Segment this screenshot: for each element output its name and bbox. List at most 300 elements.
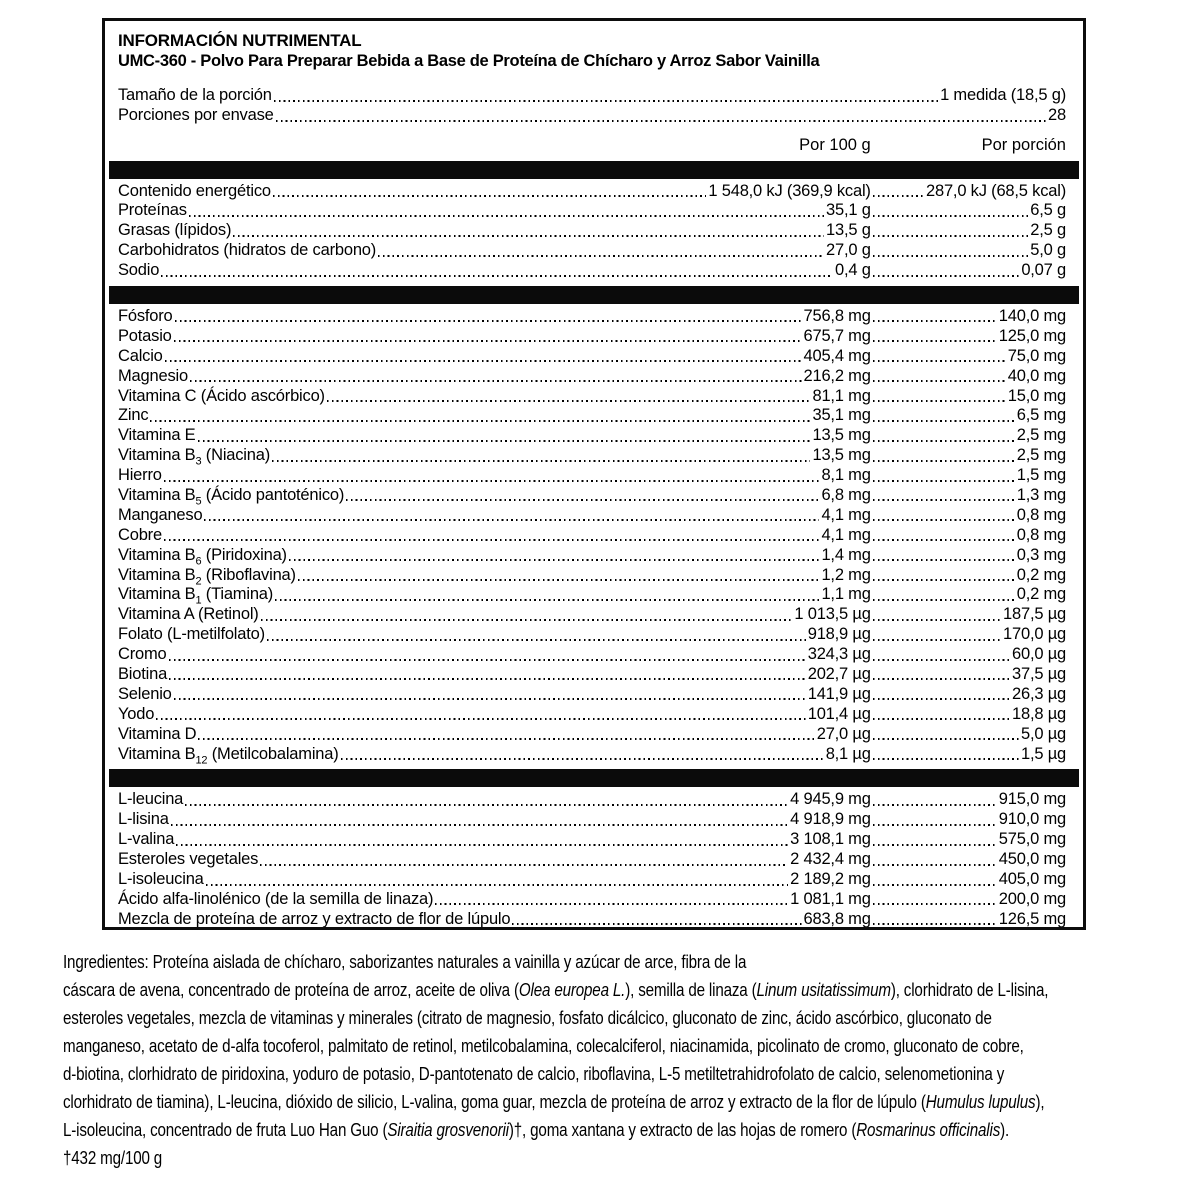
per-100g-value: 81,1 mg <box>812 386 871 405</box>
per-portion-value: 915,0 mg <box>998 790 1066 809</box>
per-portion-value: 5,0 µg <box>1020 724 1066 743</box>
per-portion-value: 6,5 g <box>1030 201 1066 220</box>
serving-row-value: 1 medida (18,5 g) <box>940 86 1066 104</box>
nutrient-row <box>118 241 1066 261</box>
per-portion-cell <box>871 466 1066 485</box>
nutrient-label: Zinc <box>118 406 149 425</box>
column-header-per-100g-cell <box>118 136 871 156</box>
dot-leader <box>873 499 1015 501</box>
per-100g-value: 2 189,2 mg <box>790 870 871 888</box>
dot-leader <box>873 718 1010 720</box>
serving-row-label: Porciones por envase <box>118 105 274 124</box>
dot-leader <box>512 923 801 925</box>
dot-leader <box>873 255 1029 257</box>
per-100g-value: 675,7 mg <box>803 326 871 345</box>
per-100g-cell <box>118 426 871 445</box>
dot-leader <box>873 678 1010 680</box>
ingredients-line: manganeso, acetato de d-alfa tocoferol, palmitato de retinol, metilcobalamina, colecalciferol, niacinamida, picolinato de cromo, gluconato de cobre, <box>63 1035 1024 1056</box>
nutrient-label: Vitamina E <box>118 426 196 445</box>
per-100g-value: 1,2 mg <box>821 565 871 584</box>
dot-leader <box>873 903 997 905</box>
per-100g-value: 1,4 mg <box>821 545 871 564</box>
per-100g-cell <box>118 585 871 607</box>
nutrient-label: Vitamina C (Ácido ascórbico) <box>118 386 325 405</box>
per-100g-cell <box>118 367 871 386</box>
per-100g-value: 3 108,1 mg <box>790 830 871 849</box>
per-portion-cell <box>871 241 1066 260</box>
column-header-per-portion-cell <box>871 136 1066 156</box>
product-name: UMC-360 - Polvo Para Preparar Bebida a Base de Proteína de Chícharo y Arroz Sabor Vainilla <box>118 52 820 70</box>
per-portion-cell <box>871 347 1066 366</box>
per-100g-value: 1,1 mg <box>821 585 871 604</box>
per-portion-cell <box>871 870 1066 889</box>
ingredients-line: cáscara de avena, concentrado de proteína de arroz, aceite de oliva (Olea europea L.), semilla de linaza (Linum usitatissimum), clorhidrato de L-lisina, <box>63 979 1049 1000</box>
per-100g-value: 1 548,0 kJ (369,9 kcal) <box>708 181 871 200</box>
per-100g-cell <box>118 261 871 280</box>
serving-rows <box>118 86 1066 125</box>
per-100g-value: 35,1 mg <box>812 406 871 425</box>
per-portion-cell <box>871 665 1066 684</box>
per-100g-cell <box>118 327 871 346</box>
dot-leader <box>289 559 820 561</box>
per-100g-value: 27,0 g <box>826 241 871 260</box>
nutrient-row <box>118 625 1066 645</box>
per-portion-cell <box>871 645 1066 664</box>
per-100g-cell <box>118 605 871 624</box>
dot-leader <box>174 340 802 342</box>
per-100g-value: 405,4 mg <box>803 346 871 365</box>
per-100g-cell <box>118 526 871 545</box>
dot-leader <box>171 824 788 826</box>
per-portion-value: 26,3 µg <box>1012 684 1066 703</box>
per-portion-cell <box>871 725 1066 744</box>
per-portion-cell <box>871 327 1066 346</box>
nutrient-row <box>118 307 1066 327</box>
dot-leader <box>873 420 1015 422</box>
dot-leader <box>873 360 1006 362</box>
nutrient-label: Proteínas <box>118 201 187 220</box>
dot-leader <box>873 599 1015 601</box>
dot-leader <box>873 340 997 342</box>
nutrient-row <box>118 546 1066 566</box>
per-portion-value: 5,0 g <box>1030 241 1066 260</box>
section-separator-bar <box>109 286 1079 304</box>
dot-leader <box>169 659 806 661</box>
per-portion-cell <box>871 605 1066 624</box>
dot-leader <box>189 215 824 217</box>
dot-leader <box>346 499 819 501</box>
per-100g-cell <box>118 705 871 724</box>
dot-leader <box>873 559 1015 561</box>
dot-leader <box>873 195 924 197</box>
per-100g-cell <box>118 347 871 366</box>
per-portion-cell <box>871 585 1066 604</box>
per-portion-value: 1,3 mg <box>1016 485 1066 504</box>
per-100g-value: 756,8 mg <box>803 306 871 325</box>
per-100g-value: 216,2 mg <box>803 366 871 385</box>
per-portion-value: 0,2 mg <box>1016 565 1066 584</box>
dot-leader <box>161 275 833 277</box>
dot-leader <box>150 420 810 422</box>
dot-leader <box>176 844 788 846</box>
dot-leader <box>164 539 820 541</box>
per-portion-value: 575,0 mg <box>998 830 1066 849</box>
serving-row <box>118 86 1066 106</box>
nutrient-row <box>118 585 1066 605</box>
section-separator-bar <box>109 161 1079 179</box>
nutrient-row <box>118 830 1066 850</box>
nutrient-label: Grasas (lípidos) <box>118 221 232 240</box>
nutrient-row <box>118 526 1066 546</box>
per-portion-cell <box>871 307 1066 326</box>
per-portion-value: 0,8 mg <box>1016 525 1066 544</box>
nutrient-label: Vitamina $B_3$ (Niacina) <box>118 446 271 468</box>
per-100g-cell <box>118 387 871 406</box>
per-100g-cell <box>118 201 871 220</box>
per-portion-value: 37,5 µg <box>1012 664 1066 683</box>
per-portion-value: 60,0 µg <box>1012 645 1066 664</box>
nutrient-label: L-isoleucina <box>118 870 204 888</box>
dot-leader <box>873 460 1015 462</box>
column-header-per-portion: Por porción <box>981 136 1066 154</box>
nutrient-label: Carbohidratos (hidratos de carbono) <box>118 241 377 260</box>
per-100g-value: 1 013,5 µg <box>794 605 871 624</box>
dot-leader <box>298 579 820 581</box>
nutrient-label: Magnesio <box>118 366 188 385</box>
dot-leader <box>873 579 1015 581</box>
nutrient-label: Vitamina $B_6$ (Piridoxina) <box>118 545 287 567</box>
dot-leader <box>276 120 1046 122</box>
nutrient-row <box>118 261 1066 281</box>
per-100g-value: 4 918,9 mg <box>790 810 871 829</box>
dot-leader <box>198 440 811 442</box>
nutrient-label: Vitamina $B_{12}$ (Metilcobalamina) <box>118 744 339 766</box>
dot-leader <box>272 460 810 462</box>
per-portion-value: 125,0 mg <box>998 326 1066 345</box>
per-100g-cell <box>118 890 871 909</box>
per-100g-cell <box>118 725 871 744</box>
per-100g-cell <box>118 830 871 849</box>
per-100g-cell <box>118 665 871 684</box>
per-100g-value: 4 945,9 mg <box>790 790 871 809</box>
per-portion-cell <box>871 790 1066 809</box>
dot-leader <box>260 864 788 866</box>
dot-leader <box>873 864 997 866</box>
per-portion-cell <box>871 546 1066 565</box>
dot-leader <box>873 539 1015 541</box>
per-portion-value: 140,0 mg <box>998 306 1066 325</box>
label-title: INFORMACIÓN NUTRIMENTAL <box>118 31 362 50</box>
nutrient-row <box>118 182 1066 202</box>
nutrient-row <box>118 486 1066 506</box>
dot-leader <box>873 275 1020 277</box>
nutrient-label: Vitamina $B_1$ (Tiamina) <box>118 585 274 607</box>
per-100g-value: 141,9 µg <box>807 684 871 703</box>
per-portion-cell <box>871 367 1066 386</box>
per-100g-cell <box>118 182 871 201</box>
nutrient-label: Fósforo <box>118 306 173 325</box>
per-portion-value: 0,2 mg <box>1016 585 1066 604</box>
per-portion-cell <box>871 526 1066 545</box>
per-portion-value: 910,0 mg <box>998 810 1066 829</box>
nutrient-label: Selenio <box>118 684 172 703</box>
section-amino-acids-other <box>105 790 1083 929</box>
serving-row-label: Tamaño de la porción <box>118 86 272 104</box>
dot-leader <box>873 215 1029 217</box>
dot-leader <box>378 255 824 257</box>
per-portion-value: 2,5 g <box>1030 221 1066 240</box>
nutrient-row <box>118 406 1066 426</box>
dot-leader <box>165 360 802 362</box>
per-100g-cell <box>118 566 871 585</box>
nutrient-row <box>118 506 1066 526</box>
per-100g-value: 101,4 µg <box>807 704 871 723</box>
dot-leader <box>873 844 997 846</box>
nutrient-label: Vitamina $B_5$ (Ácido pantoténico) <box>118 485 345 508</box>
nutrient-label: Cobre <box>118 525 162 544</box>
per-portion-value: 0,07 g <box>1021 261 1066 280</box>
column-header-per-100g: Por 100 g <box>799 136 871 154</box>
per-100g-value: 918,9 µg <box>807 625 871 644</box>
nutrient-label: Hierro <box>118 466 162 485</box>
per-100g-cell <box>118 446 871 468</box>
nutrient-label: Vitamina $B_2$ (Riboflavina) <box>118 565 296 587</box>
per-100g-cell <box>118 546 871 565</box>
per-portion-cell <box>871 506 1066 525</box>
nutrient-row <box>118 725 1066 745</box>
per-100g-value: 324,3 µg <box>807 645 871 664</box>
nutrient-label: Yodo <box>118 704 155 723</box>
per-100g-cell <box>118 241 871 260</box>
dot-leader <box>267 639 806 641</box>
nutrient-label: Vitamina A (Retinol) <box>118 605 259 624</box>
nutrient-label: L-lisina <box>118 810 169 829</box>
per-portion-value: 75,0 mg <box>1007 346 1066 365</box>
per-100g-cell <box>118 850 871 869</box>
per-100g-cell <box>118 221 871 240</box>
nutrient-row <box>118 426 1066 446</box>
dot-leader <box>164 480 820 482</box>
per-100g-value: 6,8 mg <box>821 485 871 504</box>
footnote-line: †432 mg/100 g <box>63 1147 163 1168</box>
nutrient-label: Ácido alfa-linolénico (de la semilla de linaza) <box>118 889 434 908</box>
dot-leader <box>198 738 814 740</box>
nutrient-row <box>118 466 1066 486</box>
per-portion-value: 200,0 mg <box>998 889 1066 908</box>
dot-leader <box>274 100 938 102</box>
per-100g-value: 4,1 mg <box>821 505 871 524</box>
per-100g-value: 13,5 mg <box>812 446 871 465</box>
nutrient-label: Potasio <box>118 326 172 345</box>
nutrient-row <box>118 201 1066 221</box>
ingredients-line: Ingredientes: Proteína aislada de chícharo, saborizantes naturales a vainilla y azúcar de arce, fibra de la <box>63 951 747 972</box>
per-portion-value: 18,8 µg <box>1012 704 1066 723</box>
per-portion-cell <box>871 745 1066 764</box>
dot-leader <box>873 619 1001 621</box>
ingredients-line: esteroles vegetales, mezcla de vitaminas y minerales (citrato de magnesio, fosfato dicálcico, gluconato de zinc, ácido ascórbico, gluconato de <box>63 1007 992 1028</box>
nutrient-label: Esteroles vegetales <box>118 850 259 869</box>
nutrient-row <box>118 810 1066 830</box>
nutrient-label: Biotina <box>118 664 168 683</box>
per-100g-value: 27,0 µg <box>816 724 871 743</box>
dot-leader <box>341 758 824 760</box>
per-portion-cell <box>871 201 1066 220</box>
nutrient-row <box>118 221 1066 241</box>
per-portion-value: 187,5 µg <box>1003 605 1066 624</box>
per-portion-cell <box>871 625 1066 644</box>
nutrient-row <box>118 645 1066 665</box>
dot-leader <box>873 440 1015 442</box>
per-100g-cell <box>118 790 871 809</box>
section-separator-bar <box>109 769 1079 787</box>
per-100g-cell <box>118 745 871 764</box>
nutrition-sections <box>105 161 1083 930</box>
per-portion-cell <box>871 890 1066 909</box>
per-100g-value: 8,1 mg <box>821 466 871 485</box>
dot-leader <box>190 380 802 382</box>
dot-leader <box>873 519 1015 521</box>
per-100g-value: 1 081,1 mg <box>790 889 871 908</box>
nutrient-label: Manganeso <box>118 505 203 524</box>
nutrient-row <box>118 566 1066 586</box>
ingredients-line: d-biotina, clorhidrato de piridoxina, yoduro de potasio, D-pantotenato de calcio, riboflavina, L-5 metiltetrahidrofolato de calcio, selenometionina y <box>63 1063 1005 1084</box>
dot-leader <box>873 235 1029 237</box>
per-portion-value: 405,0 mg <box>998 870 1066 888</box>
nutrient-row <box>118 387 1066 407</box>
per-100g-cell <box>118 506 871 525</box>
per-100g-cell <box>118 625 871 644</box>
nutrient-row <box>118 327 1066 347</box>
nutrient-row <box>118 685 1066 705</box>
dot-leader <box>873 884 997 886</box>
per-100g-cell <box>118 810 871 829</box>
per-100g-cell <box>118 685 871 704</box>
per-100g-value: 683,8 mg <box>803 909 871 928</box>
dot-leader <box>273 195 707 197</box>
dot-leader <box>873 698 1010 700</box>
per-portion-cell <box>871 261 1066 280</box>
per-portion-cell <box>871 810 1066 829</box>
nutrient-row <box>118 870 1066 890</box>
nutrient-label: Cromo <box>118 645 167 664</box>
per-portion-cell <box>871 486 1066 505</box>
serving-row-value: 28 <box>1048 105 1066 124</box>
dot-leader <box>873 639 1001 641</box>
section-macronutrients <box>105 182 1083 281</box>
per-portion-value: 126,5 mg <box>998 909 1066 928</box>
nutrient-row <box>118 367 1066 387</box>
nutrient-label: Folato (L-metilfolato) <box>118 625 265 644</box>
per-100g-cell <box>118 307 871 326</box>
per-100g-value: 8,1 µg <box>825 744 871 763</box>
per-100g-value: 4,1 mg <box>821 525 871 544</box>
ingredients-line: L-isoleucina, concentrado de fruta Luo Han Guo (Siraitia grosvenorii)†, goma xantana y extracto de las hojas de romero (Rosmarinus officinalis). <box>63 1119 1010 1140</box>
per-portion-value: 0,8 mg <box>1016 505 1066 524</box>
per-portion-value: 40,0 mg <box>1007 366 1066 385</box>
per-portion-cell <box>871 387 1066 406</box>
nutrition-facts-box <box>102 18 1086 930</box>
per-100g-value: 0,4 g <box>835 261 871 280</box>
per-100g-cell <box>118 406 871 425</box>
nutrient-row <box>118 665 1066 685</box>
per-portion-cell <box>871 182 1066 201</box>
dot-leader <box>261 619 793 621</box>
per-portion-cell <box>871 910 1066 929</box>
dot-leader <box>204 519 819 521</box>
dot-leader <box>873 738 1019 740</box>
per-portion-value: 0,3 mg <box>1016 545 1066 564</box>
per-portion-cell <box>871 850 1066 869</box>
dot-leader <box>233 235 824 237</box>
dot-leader <box>275 599 819 601</box>
per-portion-cell <box>871 830 1066 849</box>
dot-leader <box>873 804 997 806</box>
section-vitamins-minerals <box>105 307 1083 764</box>
per-portion-value: 170,0 µg <box>1003 625 1066 644</box>
dot-leader <box>169 678 806 680</box>
nutrient-label: Contenido energético <box>118 181 271 200</box>
per-100g-value: 35,1 g <box>826 201 871 220</box>
per-portion-value: 2,5 mg <box>1016 446 1066 465</box>
ingredients-paragraph <box>63 948 1166 1172</box>
per-portion-cell <box>871 221 1066 240</box>
per-100g-cell <box>118 910 871 929</box>
dot-leader <box>156 718 806 720</box>
nutrient-row <box>118 705 1066 725</box>
dot-leader <box>327 400 811 402</box>
column-headers <box>118 136 1066 156</box>
per-portion-value: 287,0 kJ (68,5 kcal) <box>926 181 1066 200</box>
nutrient-row <box>118 790 1066 810</box>
nutrient-label: Vitamina D <box>118 724 197 743</box>
nutrient-row <box>118 890 1066 910</box>
nutrient-row <box>118 745 1066 765</box>
nutrient-row <box>118 850 1066 870</box>
dot-leader <box>873 320 997 322</box>
per-portion-cell <box>871 705 1066 724</box>
nutrient-row <box>118 347 1066 367</box>
per-portion-value: 1,5 µg <box>1020 744 1066 763</box>
dot-leader <box>175 320 802 322</box>
nutrient-row <box>118 446 1066 466</box>
serving-row <box>118 106 1066 126</box>
dot-leader <box>873 758 1019 760</box>
nutrient-label: Calcio <box>118 346 163 365</box>
ingredients-line: clorhidrato de tiamina), L-leucina, dióxido de silicio, L-valina, goma guar, mezcla de proteína de arroz y extracto de la flor de lúpulo (Humulus lupulus), <box>63 1091 1045 1112</box>
dot-leader <box>174 698 806 700</box>
per-100g-value: 202,7 µg <box>807 664 871 683</box>
dot-leader <box>873 659 1010 661</box>
per-100g-cell <box>118 645 871 664</box>
per-100g-value: 13,5 g <box>826 221 871 240</box>
nutrient-label: Mezcla de proteína de arroz y extracto de flor de lúpulo <box>118 909 511 928</box>
dot-leader <box>873 480 1015 482</box>
dot-leader <box>873 923 997 925</box>
nutrient-label: L-valina <box>118 830 175 849</box>
nutrient-label: L-leucina <box>118 790 184 809</box>
per-portion-cell <box>871 685 1066 704</box>
per-portion-value: 2,5 mg <box>1016 426 1066 445</box>
per-100g-cell <box>118 870 871 889</box>
dot-leader <box>435 903 788 905</box>
per-portion-cell <box>871 446 1066 465</box>
per-portion-value: 15,0 mg <box>1007 386 1066 405</box>
per-portion-value: 6,5 mg <box>1016 406 1066 425</box>
per-100g-value: 13,5 mg <box>812 426 871 445</box>
per-portion-value: 1,5 mg <box>1016 466 1066 485</box>
dot-leader <box>185 804 788 806</box>
per-portion-cell <box>871 566 1066 585</box>
